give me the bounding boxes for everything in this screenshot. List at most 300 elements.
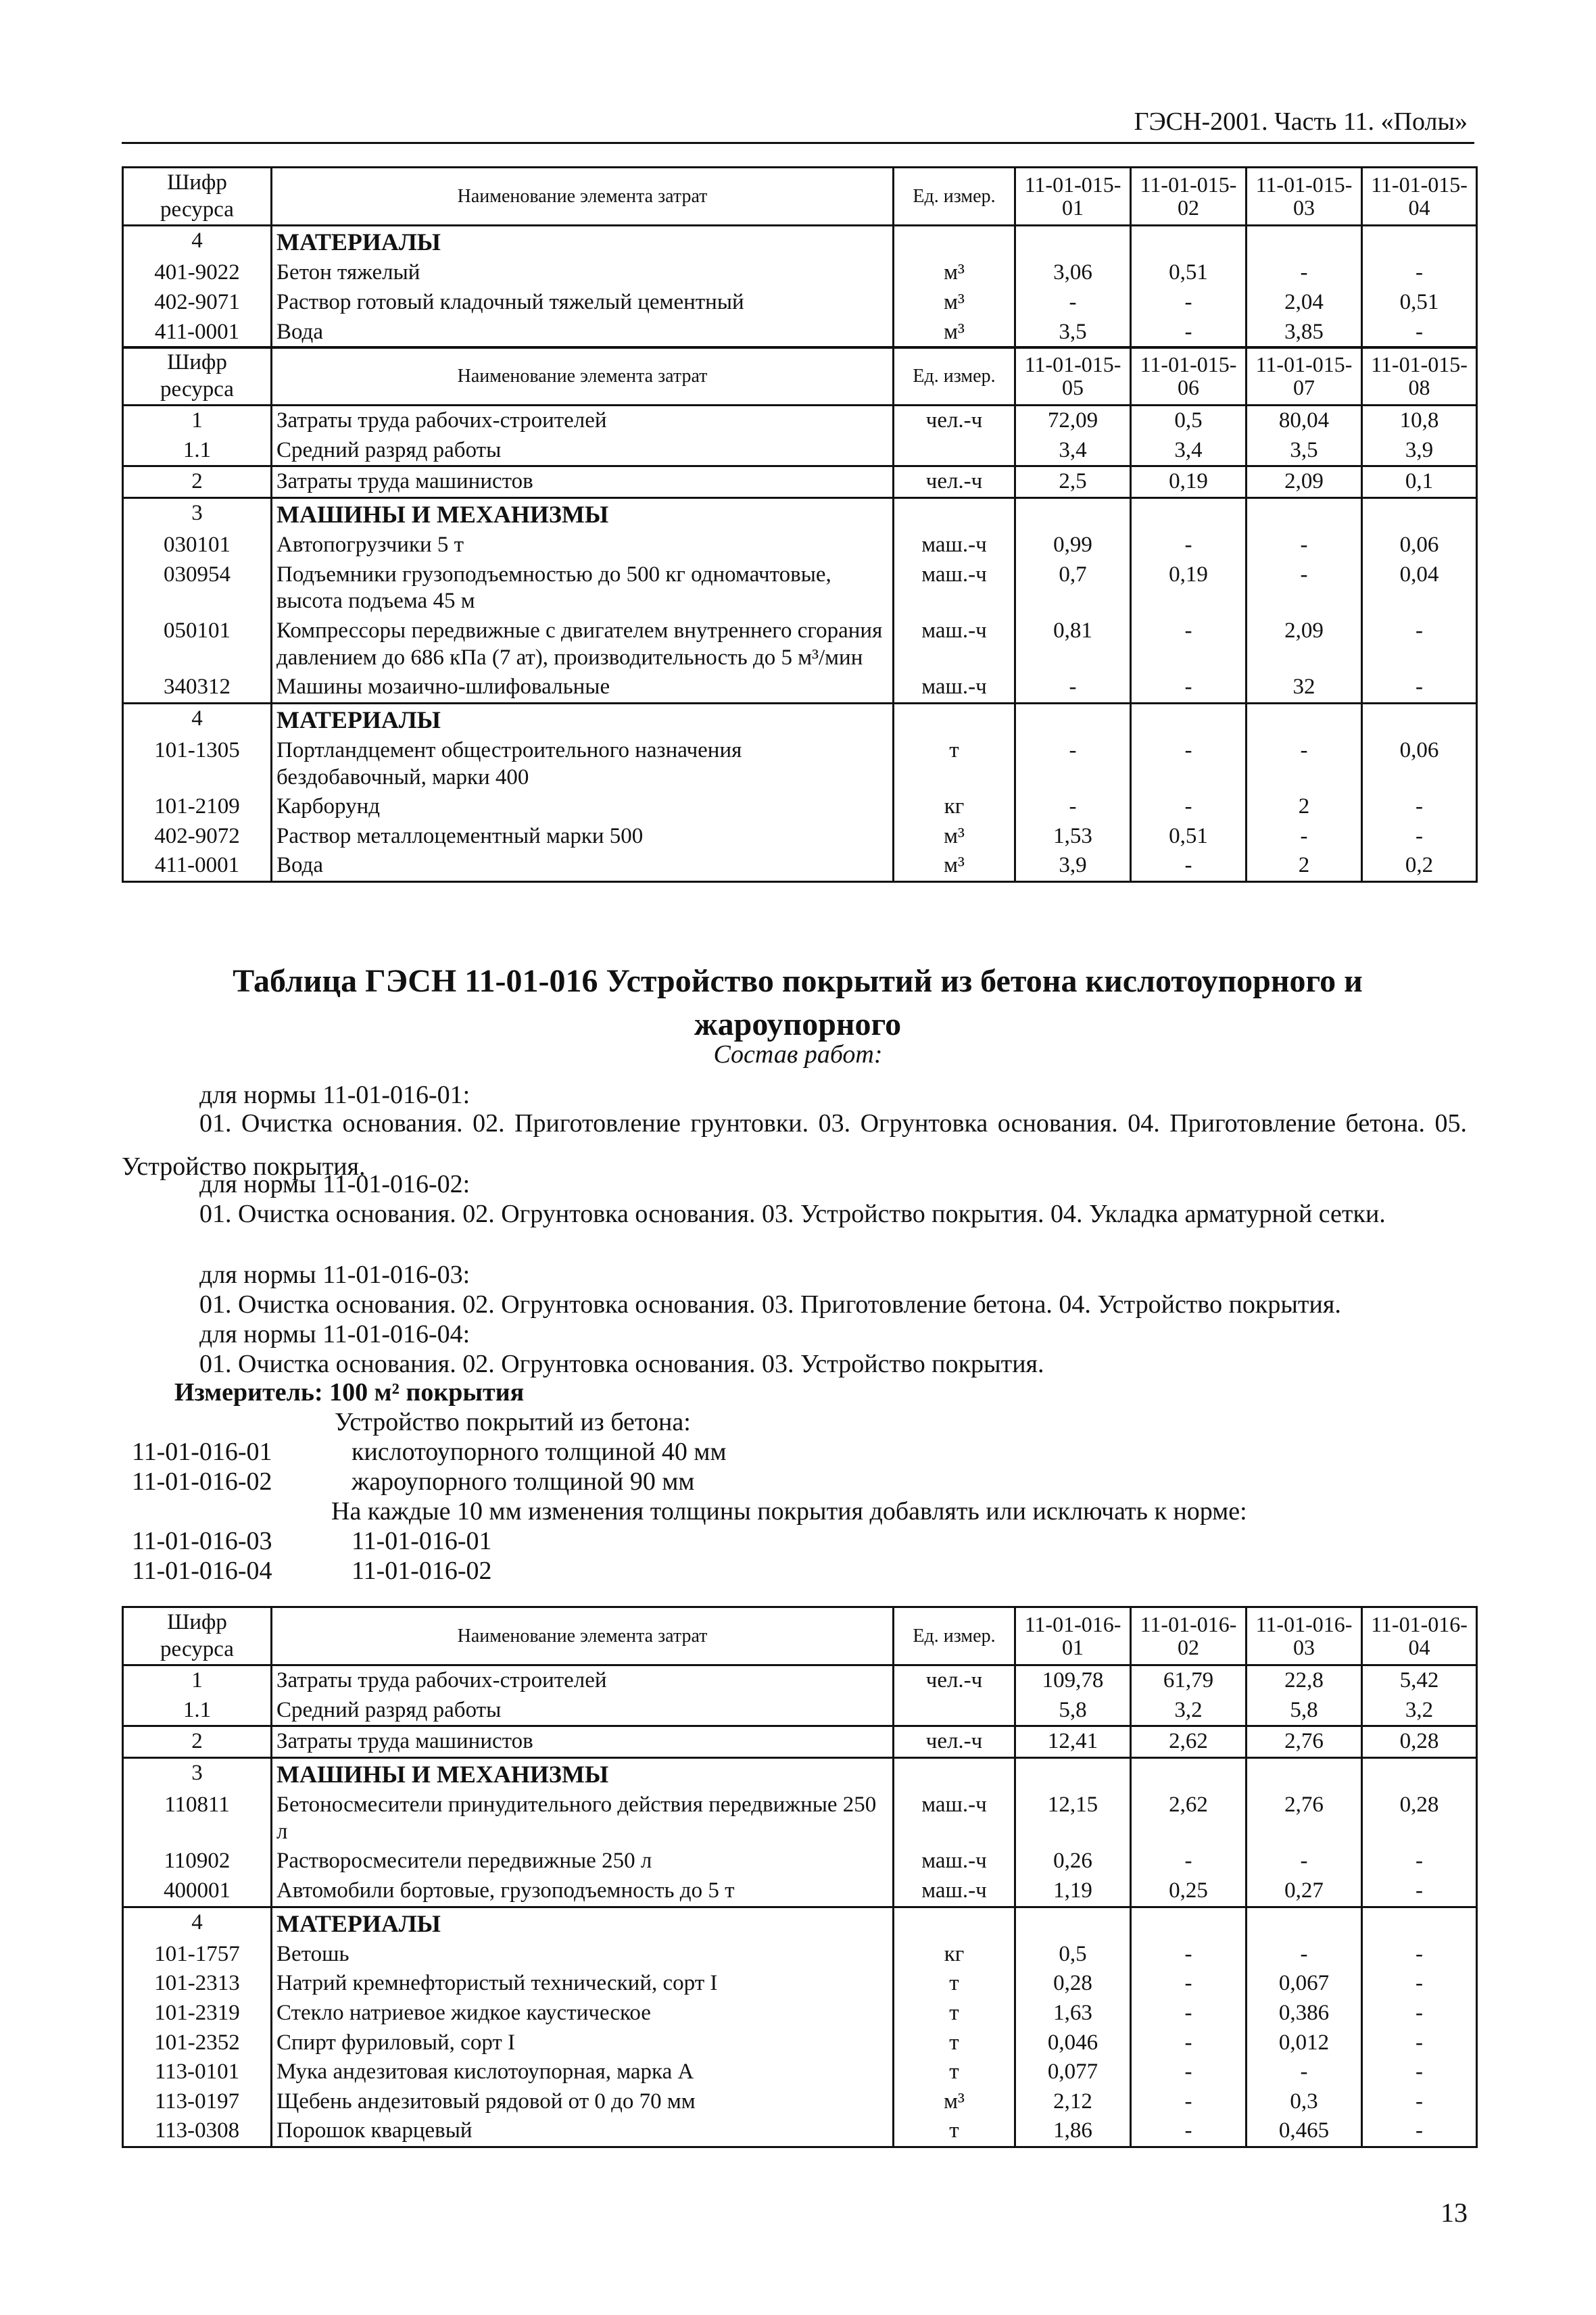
norm-value: 2,76 (1247, 1790, 1362, 1847)
unit: т (894, 2028, 1015, 2058)
resource-code: 2 (123, 466, 272, 498)
norm-value: - (1247, 531, 1362, 560)
norm-value: 0,27 (1247, 1876, 1362, 1907)
norm-value (1247, 1907, 1362, 1940)
table-row (123, 1969, 1477, 1999)
norm-value: 1,19 (1015, 1876, 1131, 1907)
norm-value (1362, 497, 1477, 531)
norm-value (1131, 497, 1247, 531)
composition-norm-3: для нормы 11-01-016-03: (199, 1261, 470, 1289)
norm-value: - (1131, 616, 1247, 673)
norm-value: 109,78 (1015, 1665, 1131, 1696)
unit: м³ (894, 851, 1015, 881)
resource-code: 4 (123, 1907, 272, 1940)
unit: маш.-ч (894, 1876, 1015, 1907)
table-row (123, 406, 1477, 436)
resource-code: 101-2352 (123, 2028, 272, 2058)
resource-table-015-01-04 (122, 166, 1478, 349)
norm-value: 1,53 (1015, 822, 1131, 852)
norm-value: - (1131, 792, 1247, 822)
resource-code: 1 (123, 1665, 272, 1696)
norm-value: 0,28 (1362, 1790, 1477, 1847)
resource-code: 411-0001 (123, 318, 272, 348)
composition-ops-1: 01. Очистка основания. 02. Приготовление грунтовки. 03. Огрунтовка основания. 04. Приготовление бетона. 05. Устройство покрытия. (122, 1109, 1467, 1181)
norm-value: 12,15 (1015, 1790, 1131, 1847)
column-header-norm-code: 11-01-016-01 (1015, 1607, 1131, 1665)
table-row (123, 531, 1477, 560)
section-row (123, 703, 1477, 736)
resource-name: Портландцемент общестроительного назначения бездобавочный, марки 400 (272, 736, 894, 792)
resource-code: 402-9071 (123, 288, 272, 318)
composition-norm-4: для нормы 11-01-016-04: (199, 1320, 470, 1348)
norm-value: 2,04 (1247, 288, 1362, 318)
norm-value: 2,62 (1131, 1726, 1247, 1758)
unit: м³ (894, 2087, 1015, 2117)
table-row (123, 2028, 1477, 2058)
norm-value: - (1131, 2028, 1247, 2058)
norm-value (1247, 1757, 1362, 1790)
resource-code: 110902 (123, 1847, 272, 1876)
norm-value: 80,04 (1247, 406, 1362, 436)
resource-name: Вода (272, 318, 894, 348)
norm-value: 0,28 (1362, 1726, 1477, 1758)
resource-name: Порошок кварцевый (272, 2116, 894, 2147)
section-row (123, 226, 1477, 259)
norm-value: - (1015, 792, 1131, 822)
resource-name: Карборунд (272, 792, 894, 822)
resource-code: 113-0197 (123, 2087, 272, 2117)
norm-value: - (1362, 792, 1477, 822)
composition-heading: Состав работ: (713, 1040, 883, 1069)
unit: маш.-ч (894, 616, 1015, 673)
resource-name: Натрий кремнефтористый технический, сорт I (272, 1969, 894, 1999)
table-row (123, 851, 1477, 881)
composition-ops-2: 01. Очистка основания. 02. Огрунтовка основания. 03. Устройство покрытия. 04. Укладка арматурной сетки. (199, 1200, 1386, 1228)
resource-code: 400001 (123, 1876, 272, 1907)
resource-code: 113-0308 (123, 2116, 272, 2147)
resource-name: Средний разряд работы (272, 436, 894, 466)
table-row (123, 466, 1477, 498)
resource-name: МАШИНЫ И МЕХАНИЗМЫ (272, 1757, 894, 1790)
norm-value: 32 (1247, 673, 1362, 703)
resource-name: Вода (272, 851, 894, 881)
unit (894, 1907, 1015, 1940)
norm-value (1247, 497, 1362, 531)
unit: чел.-ч (894, 1726, 1015, 1758)
norm-value: 1,63 (1015, 1999, 1131, 2028)
table-row (123, 1876, 1477, 1907)
table-row (123, 560, 1477, 616)
resource-code: 101-2109 (123, 792, 272, 822)
norm-value: 0,04 (1362, 560, 1477, 616)
resource-name: Бетон тяжелый (272, 258, 894, 288)
unit: м³ (894, 288, 1015, 318)
column-header-unit: Ед. измер. (894, 1607, 1015, 1665)
section-row (123, 1757, 1477, 1790)
norm-value: 0,06 (1362, 736, 1477, 792)
resource-name: Растворосмесители передвижные 250 л (272, 1847, 894, 1876)
resource-name: МАТЕРИАЛЫ (272, 1907, 894, 1940)
norm-value: 0,077 (1015, 2057, 1131, 2087)
resource-name: Машины мозаично-шлифовальные (272, 673, 894, 703)
norm-value: - (1362, 1847, 1477, 1876)
table-row (123, 616, 1477, 673)
table-header-row (123, 347, 1477, 406)
norm-value: 3,5 (1015, 318, 1131, 348)
table-row (123, 318, 1477, 348)
norm-value: 0,51 (1131, 822, 1247, 852)
norm-value: - (1131, 1940, 1247, 1970)
table-row (123, 2116, 1477, 2147)
norm-value: - (1362, 1999, 1477, 2028)
norm-value: 0,3 (1247, 2087, 1362, 2117)
column-header-name: Наименование элемента затрат (272, 168, 894, 226)
column-header-norm-code: 11-01-016-04 (1362, 1607, 1477, 1665)
resource-name: Затраты труда машинистов (272, 1726, 894, 1758)
resource-name: Автомобили бортовые, грузоподъемность до 5 т (272, 1876, 894, 1907)
norm-value: 2 (1247, 792, 1362, 822)
resource-code: 101-1757 (123, 1940, 272, 1970)
norm-value: - (1362, 1940, 1477, 1970)
resource-code: 1.1 (123, 1696, 272, 1726)
resource-name: МАТЕРИАЛЫ (272, 703, 894, 736)
table-row (123, 288, 1477, 318)
norm-value: - (1362, 673, 1477, 703)
unit (894, 497, 1015, 531)
resource-table-016 (122, 1606, 1478, 2148)
norms-intro: Устройство покрытий из бетона: (335, 1408, 691, 1436)
column-header-norm-code: 11-01-015-07 (1247, 347, 1362, 406)
table-row (123, 736, 1477, 792)
norm-value: - (1131, 851, 1247, 881)
column-header-name: Наименование элемента затрат (272, 1607, 894, 1665)
norm-value: - (1131, 2057, 1247, 2087)
resource-name: Компрессоры передвижные с двигателем внутреннего сгорания давлением до 686 кПа (7 ат), производительность до 5 м³/мин (272, 616, 894, 673)
norm-value: - (1131, 1969, 1247, 1999)
norm-value: - (1362, 822, 1477, 852)
norm-value: - (1015, 673, 1131, 703)
norm-code: 11-01-016-04 (132, 1557, 272, 1585)
resource-name: Затраты труда машинистов (272, 466, 894, 498)
norm-value (1015, 703, 1131, 736)
norm-value: 22,8 (1247, 1665, 1362, 1696)
running-header: ГЭСН-2001. Часть 11. «Полы» (1134, 107, 1468, 136)
norm-value (1015, 226, 1131, 259)
norm-description: жароупорного толщиной 90 мм (352, 1467, 695, 1496)
table-header-row (123, 1607, 1477, 1665)
resource-code: 411-0001 (123, 851, 272, 881)
base-norm-reference: 11-01-016-02 (352, 1557, 492, 1585)
column-header-code: Шифр ресурса (123, 168, 272, 226)
norm-value: - (1131, 2116, 1247, 2147)
composition-norm-1: для нормы 11-01-016-01: (199, 1081, 470, 1109)
norm-value: 0,5 (1015, 1940, 1131, 1970)
norm-value: 0,046 (1015, 2028, 1131, 2058)
norm-value: 3,4 (1015, 436, 1131, 466)
norm-value: 3,85 (1247, 318, 1362, 348)
unit: маш.-ч (894, 531, 1015, 560)
unit: т (894, 736, 1015, 792)
norm-value: 0,51 (1131, 258, 1247, 288)
column-header-norm-code: 11-01-015-08 (1362, 347, 1477, 406)
section-row (123, 497, 1477, 531)
norm-value: - (1247, 258, 1362, 288)
table-row (123, 1726, 1477, 1758)
resource-code: 113-0101 (123, 2057, 272, 2087)
meter-unit: Измеритель: 100 м² покрытия (174, 1378, 525, 1407)
table-row (123, 436, 1477, 466)
norm-value: - (1247, 1940, 1362, 1970)
column-header-norm-code: 11-01-015-02 (1131, 168, 1247, 226)
column-header-name: Наименование элемента затрат (272, 347, 894, 406)
resource-name: Бетоносмесители принудительного действия передвижные 250 л (272, 1790, 894, 1847)
unit: маш.-ч (894, 1790, 1015, 1847)
column-header-norm-code: 11-01-015-03 (1247, 168, 1362, 226)
column-header-unit: Ед. измер. (894, 168, 1015, 226)
norm-value: - (1362, 2087, 1477, 2117)
unit: чел.-ч (894, 1665, 1015, 1696)
norm-value: 0,28 (1015, 1969, 1131, 1999)
table-row (123, 2057, 1477, 2087)
norm-value: 0,81 (1015, 616, 1131, 673)
norm-value: - (1131, 673, 1247, 703)
resource-code: 101-2313 (123, 1969, 272, 1999)
resource-code: 340312 (123, 673, 272, 703)
norm-value (1362, 703, 1477, 736)
norm-value: 0,51 (1362, 288, 1477, 318)
norm-value: 12,41 (1015, 1726, 1131, 1758)
unit: чел.-ч (894, 406, 1015, 436)
norm-value: - (1131, 1999, 1247, 2028)
norm-value (1131, 1907, 1247, 1940)
resource-name: МАТЕРИАЛЫ (272, 226, 894, 259)
norm-value: 3,5 (1247, 436, 1362, 466)
norm-code: 11-01-016-01 (132, 1438, 272, 1466)
norm-value: - (1362, 318, 1477, 348)
resource-code: 101-2319 (123, 1999, 272, 2028)
norm-value: - (1015, 288, 1131, 318)
norm-description: кислотоупорного толщиной 40 мм (352, 1438, 727, 1466)
norm-value: 61,79 (1131, 1665, 1247, 1696)
norm-value (1362, 226, 1477, 259)
resource-name: Автопогрузчики 5 т (272, 531, 894, 560)
norm-value: 1,86 (1015, 2116, 1131, 2147)
resource-code: 2 (123, 1726, 272, 1758)
unit: чел.-ч (894, 466, 1015, 498)
table-row (123, 673, 1477, 703)
norm-value (1131, 703, 1247, 736)
table-row (123, 2087, 1477, 2117)
unit: кг (894, 1940, 1015, 1970)
page-number: 13 (1441, 2197, 1468, 2228)
norm-value: - (1247, 560, 1362, 616)
norm-code: 11-01-016-03 (132, 1527, 272, 1555)
norm-value: 3,9 (1015, 851, 1131, 881)
norm-value: 2,76 (1247, 1726, 1362, 1758)
table-row (123, 1665, 1477, 1696)
resource-name: Спирт фуриловый, сорт I (272, 2028, 894, 2058)
norm-value: - (1015, 736, 1131, 792)
norm-value: - (1362, 2116, 1477, 2147)
resource-table-015-05-08 (122, 346, 1478, 883)
unit: маш.-ч (894, 560, 1015, 616)
resource-code: 3 (123, 1757, 272, 1790)
table-row (123, 1696, 1477, 1726)
norm-value: - (1362, 2028, 1477, 2058)
unit: маш.-ч (894, 1847, 1015, 1876)
norm-value (1131, 226, 1247, 259)
norm-value (1362, 1907, 1477, 1940)
unit: м³ (894, 258, 1015, 288)
norm-value: 5,8 (1015, 1696, 1131, 1726)
norm-value (1131, 1757, 1247, 1790)
norm-value: 0,19 (1131, 560, 1247, 616)
table-title: Таблица ГЭСН 11-01-016 Устройство покрытий из бетона кислотоупорного и жароупорного (233, 963, 1363, 1042)
table-row (123, 792, 1477, 822)
column-header-norm-code: 11-01-015-04 (1362, 168, 1477, 226)
resource-name: Раствор готовый кладочный тяжелый цементный (272, 288, 894, 318)
unit: маш.-ч (894, 673, 1015, 703)
norm-value: 0,2 (1362, 851, 1477, 881)
unit (894, 1696, 1015, 1726)
resource-code: 1 (123, 406, 272, 436)
unit (894, 703, 1015, 736)
table-row (123, 1847, 1477, 1876)
column-header-norm-code: 11-01-015-05 (1015, 347, 1131, 406)
resource-code: 1.1 (123, 436, 272, 466)
norm-value: - (1131, 1847, 1247, 1876)
norm-value: - (1247, 822, 1362, 852)
norm-value: - (1362, 1969, 1477, 1999)
norm-value: 0,1 (1362, 466, 1477, 498)
norm-value: - (1362, 1876, 1477, 1907)
norm-value: - (1247, 2057, 1362, 2087)
norm-value: - (1362, 2057, 1477, 2087)
composition-ops-4: 01. Очистка основания. 02. Огрунтовка основания. 03. Устройство покрытия. (199, 1350, 1044, 1378)
norm-value: 0,5 (1131, 406, 1247, 436)
norm-value: 5,8 (1247, 1696, 1362, 1726)
norm-value: 2,09 (1247, 466, 1362, 498)
norm-value: 3,4 (1131, 436, 1247, 466)
section-row (123, 1907, 1477, 1940)
norm-value: 0,06 (1362, 531, 1477, 560)
norm-value: 5,42 (1362, 1665, 1477, 1696)
unit: м³ (894, 822, 1015, 852)
resource-code: 030954 (123, 560, 272, 616)
norm-code: 11-01-016-02 (132, 1467, 272, 1496)
norm-value (1015, 1757, 1131, 1790)
resource-code: 4 (123, 703, 272, 736)
norm-value: 2 (1247, 851, 1362, 881)
norm-value: - (1362, 258, 1477, 288)
norm-value: - (1131, 318, 1247, 348)
norm-value: 2,62 (1131, 1790, 1247, 1847)
table-row (123, 1790, 1477, 1847)
norm-value: - (1247, 1847, 1362, 1876)
unit: т (894, 1969, 1015, 1999)
composition-norm-2: для нормы 11-01-016-02: (199, 1170, 470, 1198)
resource-code: 401-9022 (123, 258, 272, 288)
norm-value: 3,2 (1362, 1696, 1477, 1726)
norm-value: 0,465 (1247, 2116, 1362, 2147)
unit: м³ (894, 318, 1015, 348)
column-header-norm-code: 11-01-015-06 (1131, 347, 1247, 406)
resource-name: Щебень андезитовый рядовой от 0 до 70 мм (272, 2087, 894, 2117)
table-row (123, 258, 1477, 288)
norm-value: 72,09 (1015, 406, 1131, 436)
norm-value: 3,06 (1015, 258, 1131, 288)
norm-value: 2,12 (1015, 2087, 1131, 2117)
norm-value: - (1247, 736, 1362, 792)
table-row (123, 822, 1477, 852)
resource-code: 050101 (123, 616, 272, 673)
base-norm-reference: 11-01-016-01 (352, 1527, 492, 1555)
norm-value: - (1131, 736, 1247, 792)
resource-name: Раствор металлоцементный марки 500 (272, 822, 894, 852)
norm-value: 3,2 (1131, 1696, 1247, 1726)
resource-name: Мука андезитовая кислотоупорная, марка А (272, 2057, 894, 2087)
resource-code: 402-9072 (123, 822, 272, 852)
norm-value (1247, 703, 1362, 736)
norm-value: 0,25 (1131, 1876, 1247, 1907)
norm-value: - (1131, 2087, 1247, 2117)
norm-value (1015, 1907, 1131, 1940)
norm-value: 3,9 (1362, 436, 1477, 466)
resource-name: Затраты труда рабочих-строителей (272, 406, 894, 436)
norm-value: 0,386 (1247, 1999, 1362, 2028)
unit: т (894, 2116, 1015, 2147)
resource-name: Средний разряд работы (272, 1696, 894, 1726)
resource-code: 030101 (123, 531, 272, 560)
table-header-row (123, 168, 1477, 226)
norm-value: - (1131, 288, 1247, 318)
norm-value: 0,7 (1015, 560, 1131, 616)
norm-value: 0,067 (1247, 1969, 1362, 1999)
norm-value (1362, 1757, 1477, 1790)
resource-code: 110811 (123, 1790, 272, 1847)
resource-name: Стекло натриевое жидкое каустическое (272, 1999, 894, 2028)
resource-code: 4 (123, 226, 272, 259)
table-row (123, 1940, 1477, 1970)
unit: т (894, 2057, 1015, 2087)
unit (894, 1757, 1015, 1790)
column-header-norm-code: 11-01-015-01 (1015, 168, 1131, 226)
unit (894, 436, 1015, 466)
unit (894, 226, 1015, 259)
norm-value: - (1362, 616, 1477, 673)
norm-value: 0,99 (1015, 531, 1131, 560)
norm-value (1015, 497, 1131, 531)
composition-ops-3: 01. Очистка основания. 02. Огрунтовка основания. 03. Приготовление бетона. 04. Устройство покрытия. (199, 1290, 1341, 1319)
resource-name: Затраты труда рабочих-строителей (272, 1665, 894, 1696)
column-header-norm-code: 11-01-016-03 (1247, 1607, 1362, 1665)
unit: т (894, 1999, 1015, 2028)
norm-value (1247, 226, 1362, 259)
resource-name: МАШИНЫ И МЕХАНИЗМЫ (272, 497, 894, 531)
norm-value: 0,19 (1131, 466, 1247, 498)
column-header-unit: Ед. измер. (894, 347, 1015, 406)
header-rule (122, 142, 1474, 144)
unit: кг (894, 792, 1015, 822)
resource-code: 3 (123, 497, 272, 531)
resource-code: 101-1305 (123, 736, 272, 792)
norm-value: 2,09 (1247, 616, 1362, 673)
norm-value: - (1131, 531, 1247, 560)
norm-value: 10,8 (1362, 406, 1477, 436)
norm-value: 0,012 (1247, 2028, 1362, 2058)
norm-value: 0,26 (1015, 1847, 1131, 1876)
column-header-code: Шифр ресурса (123, 1607, 272, 1665)
